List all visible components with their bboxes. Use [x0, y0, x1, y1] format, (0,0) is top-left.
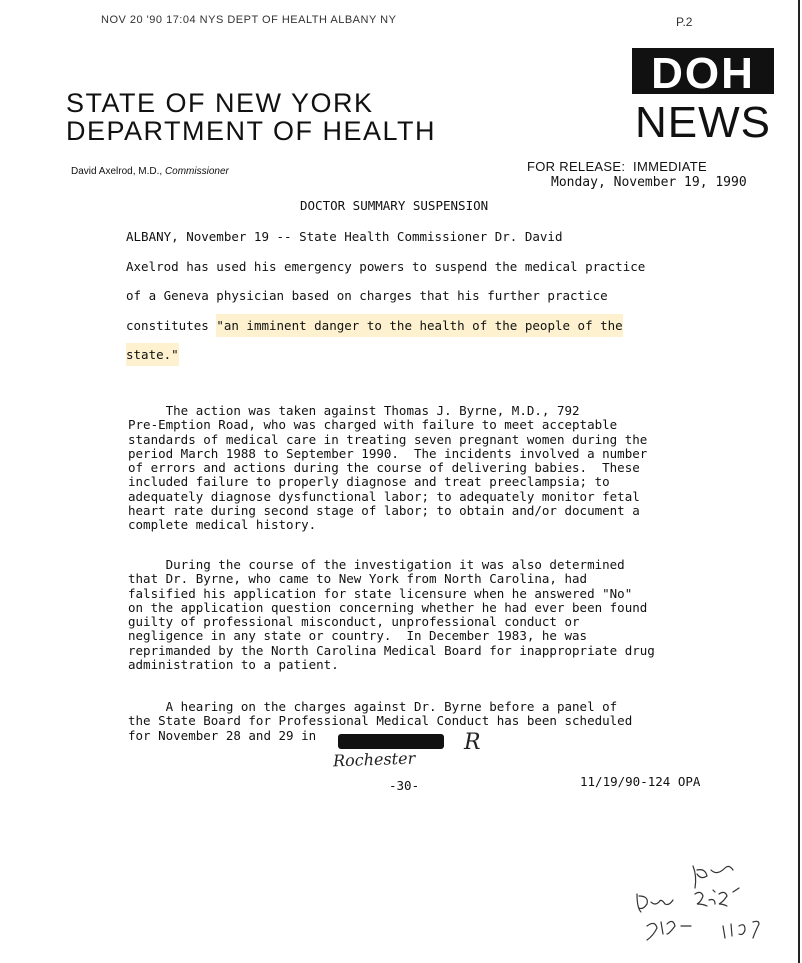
- org-name-line1: STATE OF NEW YORK: [66, 88, 374, 118]
- commissioner-line: [71, 166, 229, 177]
- release-status: FOR RELEASE: IMMEDIATE: [527, 159, 708, 174]
- lead-line-2: Axelrod has used his emergency powers to suspend the medical practice: [126, 259, 646, 274]
- paragraph-investigation: During the course of the investigation it was also determined that Dr. Byrne, who came to New York from North Carolina, had falsified his application for state licensure when he answered "No" on the application question concerning whether he had ever been found guilty of professional misconduct, unprofessional conduct or negligence in any state or country. In December 1983, he was reprimanded by the North Carolina Medical Board for inappropriate drug administration to a patient.: [128, 557, 655, 673]
- commissioner-title: Commissioner: [164, 166, 229, 177]
- headline: DOCTOR SUMMARY SUSPENSION: [300, 198, 489, 213]
- handwritten-initials: [625, 856, 785, 951]
- svg-text:DOH: DOH: [651, 49, 755, 98]
- fax-page-number: P.2: [676, 15, 693, 29]
- lead-line-4: [126, 311, 706, 341]
- paragraph-hearing: A hearing on the charges against Dr. Byrne before a panel of the State Board for Professional Medical Conduct has been scheduled for November 28 and 29 in: [128, 699, 633, 743]
- lead-line-1-text: ALBANY, November 19 -- State Health Commissioner Dr. David: [126, 229, 563, 244]
- handwritten-rochester: Rochester: [332, 748, 416, 771]
- lead-line-3: of a Geneva physician based on charges that his further practice: [126, 288, 608, 303]
- lead-line-1: [126, 222, 706, 252]
- redaction-mark: [338, 734, 444, 749]
- end-mark: -30-: [389, 778, 420, 793]
- handwritten-r: R: [464, 730, 481, 755]
- commissioner-name: David Axelrod, M.D.,: [71, 166, 163, 177]
- fax-header: NOV 20 '90 17:04 NYS DEPT OF HEALTH ALBANY NY: [101, 14, 397, 26]
- paragraph-action: The action was taken against Thomas J. Byrne, M.D., 792 Pre-Emption Road, who was charged with failure to meet acceptable standards of medical care in treating seven pregnant women during the period March 1988 to September 1990. The incidents involved a number of errors and actions during the course of delivering babies. These included failure to properly diagnose and treat preeclampsia; to adequately diagnose dysfunctional labor; to adequately monitor fetal heart rate during second stage of labor; to obtain and/or document a complete medical history.: [128, 403, 648, 533]
- lead-line-4-start: constitutes: [126, 318, 217, 333]
- highlighted-quote-part2: state.": [126, 343, 179, 366]
- document-code: 11/19/90-124 OPA: [580, 774, 701, 789]
- highlighted-quote-part1: "an imminent danger to the health of the people of the: [216, 314, 622, 337]
- release-date: Monday, November 19, 1990: [551, 175, 747, 190]
- org-name-line2: DEPARTMENT OF HEALTH: [66, 116, 437, 146]
- doh-news-logo: [632, 48, 774, 140]
- lead-line-5: [126, 340, 706, 370]
- svg-text:NEWS: NEWS: [635, 98, 771, 140]
